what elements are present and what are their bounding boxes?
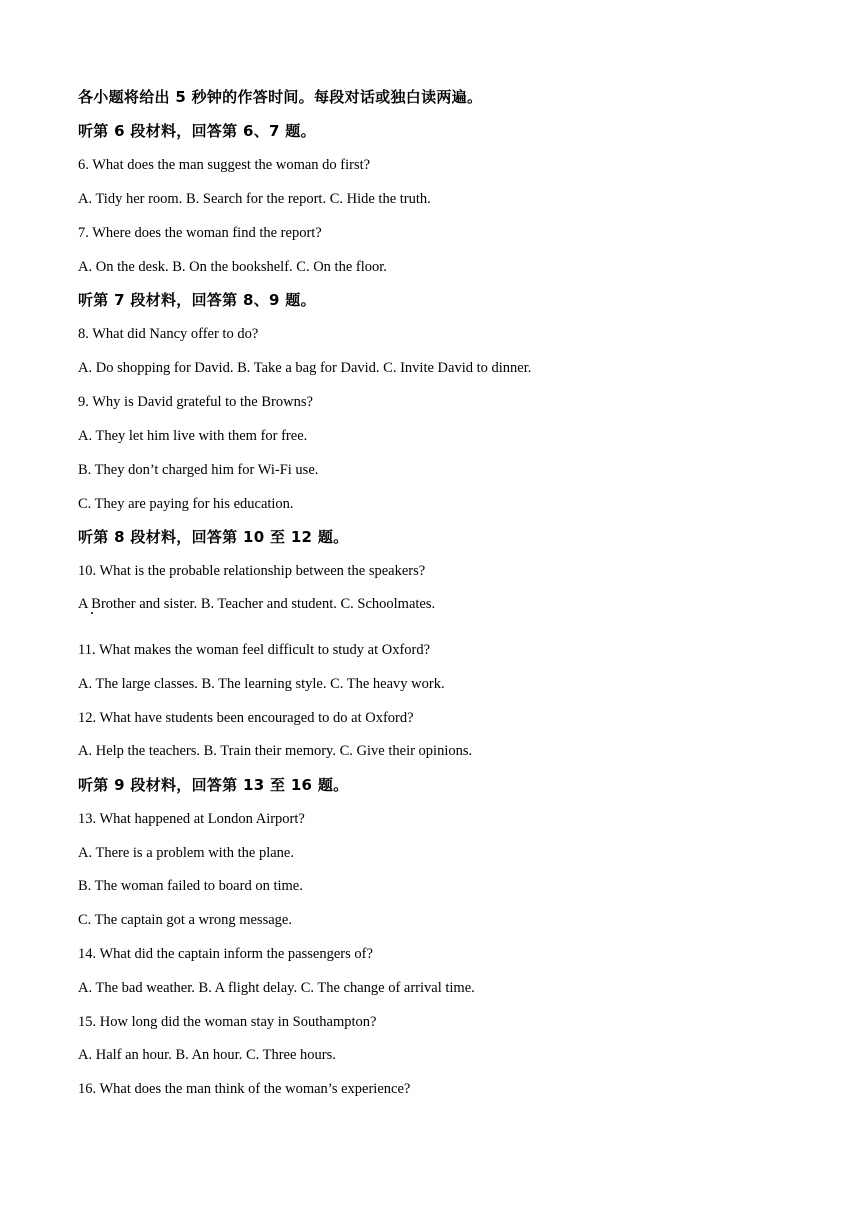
section-heading-8: 听第 8 段材料，回答第 10 至 12 题。 — [78, 528, 349, 546]
question-14: 14. What did the captain inform the passengers of? — [78, 946, 373, 962]
option-9a: A. They let him live with them for free. — [78, 428, 308, 444]
section-heading-6: 听第 6 段材料，回答第 6、7 题。 — [78, 122, 316, 140]
question-16: 16. What does the man think of the woman’s experience? — [78, 1081, 411, 1097]
stray-dot — [91, 612, 93, 614]
question-9: 9. Why is David grateful to the Browns? — [78, 394, 313, 410]
options-12: A. Help the teachers. B. Train their memory. C. Give their opinions. — [78, 743, 473, 759]
options-11: A. The large classes. B. The learning style. C. The heavy work. — [78, 676, 445, 692]
section-heading-9: 听第 9 段材料，回答第 13 至 16 题。 — [78, 776, 349, 794]
question-13: 13. What happened at London Airport? — [78, 811, 305, 827]
option-13c: C. The captain got a wrong message. — [78, 912, 292, 928]
options-6: A. Tidy her room. B. Search for the report. C. Hide the truth. — [78, 191, 431, 207]
options-7: A. On the desk. B. On the bookshelf. C. On the floor. — [78, 259, 387, 275]
question-10: 10. What is the probable relationship between the speakers? — [78, 563, 426, 579]
option-9b: B. They don’t charged him for Wi-Fi use. — [78, 462, 319, 478]
options-15: A. Half an hour. B. An hour. C. Three hours. — [78, 1047, 336, 1063]
question-7: 7. Where does the woman find the report? — [78, 225, 322, 241]
question-8: 8. What did Nancy offer to do? — [78, 326, 259, 342]
option-9c: C. They are paying for his education. — [78, 496, 294, 512]
options-10: A Brother and sister. B. Teacher and student. C. Schoolmates. — [78, 596, 436, 612]
option-13b: B. The woman failed to board on time. — [78, 878, 303, 894]
instructions-text: 各小题将给出 5 秒钟的作答时间。每段对话或独白读两遍。 — [78, 88, 483, 106]
question-12: 12. What have students been encouraged to do at Oxford? — [78, 710, 414, 726]
question-11: 11. What makes the woman feel difficult to study at Oxford? — [78, 642, 431, 658]
options-8: A. Do shopping for David. B. Take a bag for David. C. Invite David to dinner. — [78, 360, 532, 376]
section-heading-7: 听第 7 段材料，回答第 8、9 题。 — [78, 291, 316, 309]
options-14: A. The bad weather. B. A flight delay. C. The change of arrival time. — [78, 980, 475, 996]
option-13a: A. There is a problem with the plane. — [78, 845, 294, 861]
question-6: 6. What does the man suggest the woman do first? — [78, 157, 371, 173]
question-15: 15. How long did the woman stay in Southampton? — [78, 1014, 377, 1030]
